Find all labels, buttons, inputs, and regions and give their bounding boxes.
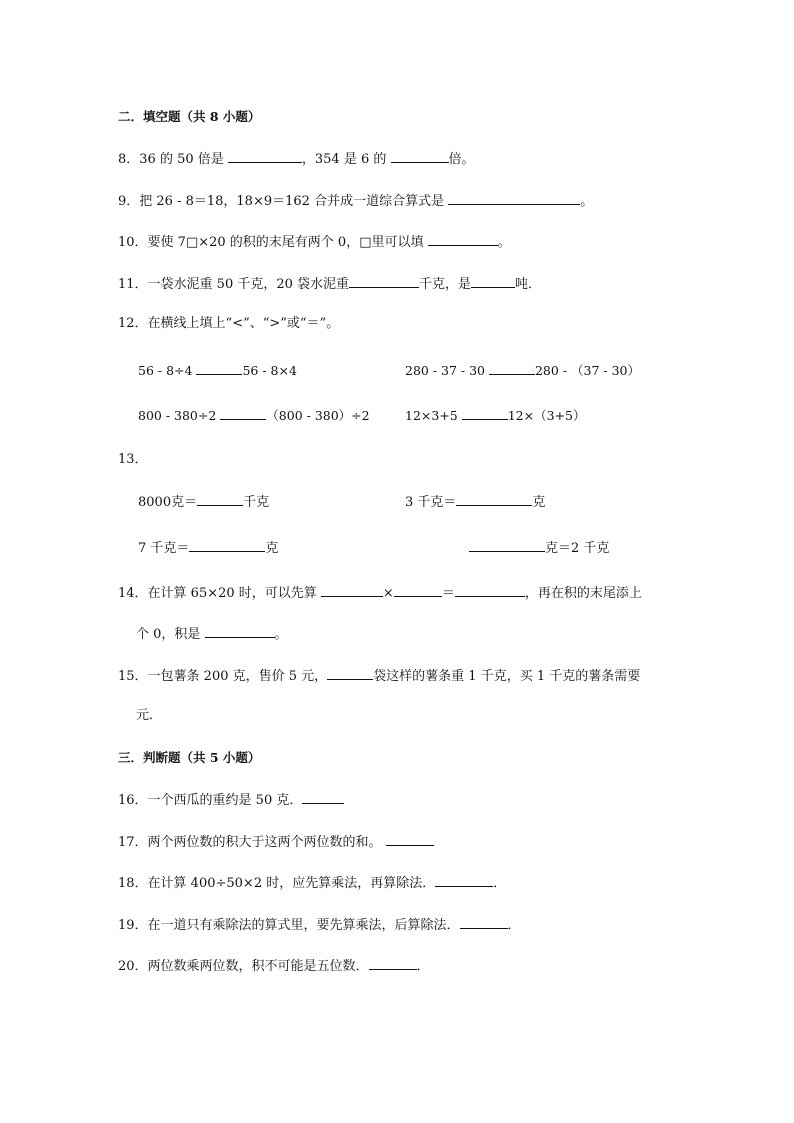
question-17: 17．两个两位数的积大于这两个两位数的和。: [118, 833, 434, 851]
question-9: 9．把 26 - 8＝18，18×9＝162 合并成一道综合算式是 。: [118, 194, 594, 209]
answer-blank[interactable]: [205, 625, 275, 638]
compare-item: 12×3+5 12×（3+5）: [405, 408, 586, 423]
answer-blank[interactable]: [189, 539, 265, 552]
answer-blank[interactable]: [197, 493, 243, 506]
question-13: 13．: [118, 452, 148, 467]
answer-blank[interactable]: [471, 275, 515, 288]
question-20: 20．两位数乘两位数，积不可能是五位数． ．: [118, 959, 430, 974]
answer-blank[interactable]: [369, 957, 417, 970]
answer-blank[interactable]: [228, 150, 302, 163]
conversion-item: 克＝2 千克: [469, 539, 609, 557]
answer-blank[interactable]: [455, 584, 525, 597]
answer-blank[interactable]: [489, 362, 535, 375]
section-2-title: 二．填空题（共 8 小题）: [118, 109, 261, 124]
question-15-continued: 元．: [136, 708, 163, 723]
answer-blank[interactable]: [302, 791, 344, 804]
question-16: 16．一个西瓜的重约是 50 克．: [118, 791, 344, 809]
question-11: 11．一袋水泥重 50 千克，20 袋水泥重 千克，是 吨．: [118, 277, 542, 292]
answer-blank[interactable]: [196, 362, 242, 375]
compare-item: 280 - 37 - 30 280 - （37 - 30）: [405, 363, 640, 378]
answer-blank[interactable]: [448, 192, 580, 205]
question-10: 10．要使 7□×20 的积的末尾有两个 0，□里可以填 。: [118, 235, 511, 250]
answer-blank[interactable]: [321, 584, 383, 597]
answer-blank[interactable]: [386, 833, 434, 846]
answer-blank[interactable]: [435, 874, 493, 887]
question-14-continued: 个 0，积是 。: [136, 627, 288, 642]
question-14: 14．在计算 65×20 时，可以先算 × ＝ ，再在积的末尾添上: [118, 586, 642, 601]
conversion-item: 3 千克＝ 克: [405, 495, 546, 510]
answer-blank[interactable]: [327, 667, 373, 680]
question-15: 15．一包薯条 200 克，售价 5 元， 袋这样的薯条重 1 千克，买 1 千克的薯条需要: [118, 669, 641, 684]
question-18: 18．在计算 400÷50×2 时，应先算乘法，再算除法． ．: [118, 876, 507, 891]
question-12: 12．在横线上填上“<”、“>”或“＝”。: [118, 316, 340, 331]
answer-blank[interactable]: [394, 584, 442, 597]
answer-blank[interactable]: [220, 407, 266, 420]
section-3-title: 三．判断题（共 5 小题）: [118, 750, 261, 765]
answer-blank[interactable]: [469, 539, 545, 552]
answer-blank[interactable]: [456, 493, 532, 506]
answer-blank[interactable]: [428, 233, 498, 246]
conversion-item: 7 千克＝ 克: [138, 541, 279, 556]
question-19: 19．在一道只有乘除法的算式里，要先算乘法，后算除法． ．: [118, 918, 521, 933]
conversion-item: 8000克＝ 千克: [138, 495, 270, 510]
answer-blank[interactable]: [462, 407, 508, 420]
answer-blank[interactable]: [460, 916, 508, 929]
answer-blank[interactable]: [349, 275, 419, 288]
answer-blank[interactable]: [391, 150, 449, 163]
compare-item: 800 - 380÷2 （800 - 380）÷2: [138, 408, 370, 423]
question-8: 8．36 的 50 倍是 ，354 是 6 的 倍。: [118, 152, 475, 167]
compare-item: 56 - 8÷4 56 - 8×4: [138, 363, 297, 378]
